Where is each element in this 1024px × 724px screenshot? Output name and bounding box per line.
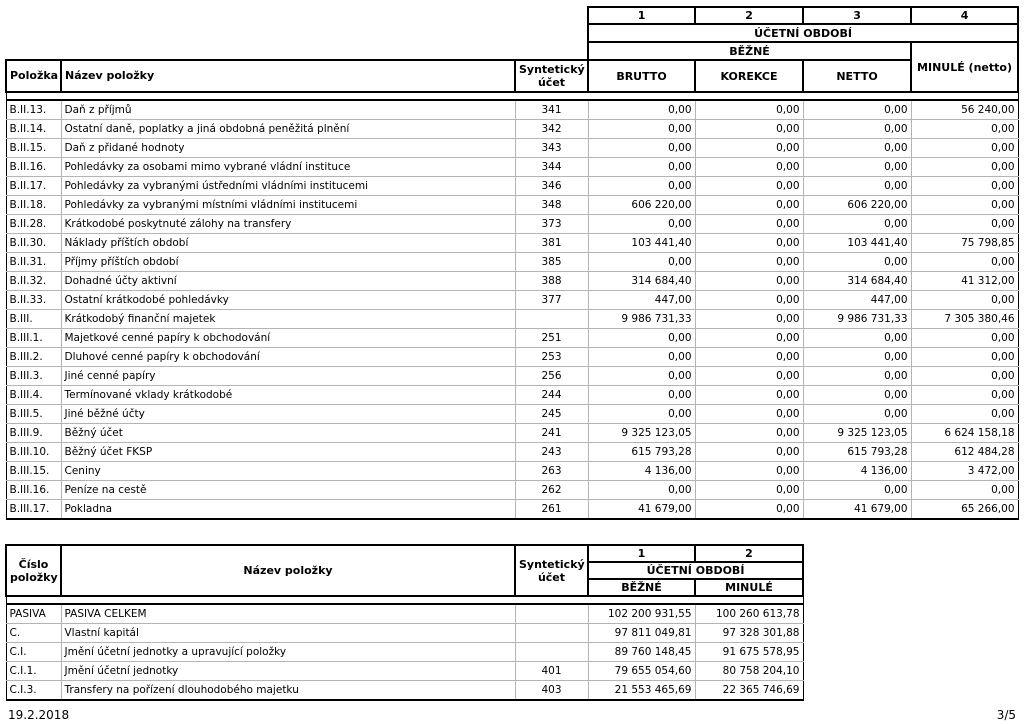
current-cell: 97 811 049,81 xyxy=(588,624,695,643)
name-cell: Pohledávky za vybranými ústředními vládními institucemi xyxy=(61,177,515,196)
table-row xyxy=(6,253,1018,272)
name-cell: Krátkodobé poskytnuté zálohy na transfery xyxy=(61,215,515,234)
col-number-2: 2 xyxy=(695,7,803,24)
name-cell: Vlastní kapitál xyxy=(61,624,515,643)
account-cell: 385 xyxy=(515,253,588,272)
korekce-cell: 0,00 xyxy=(695,234,803,253)
korekce-cell: 0,00 xyxy=(695,405,803,424)
brutto-cell: 0,00 xyxy=(588,348,695,367)
netto-cell: 606 220,00 xyxy=(803,196,911,215)
brutto-cell: 0,00 xyxy=(588,139,695,158)
table-row xyxy=(6,424,1018,443)
table-row xyxy=(6,272,1018,291)
account-cell: 261 xyxy=(515,500,588,520)
previous-cell: 6 624 158,18 xyxy=(911,424,1018,443)
netto-cell: 0,00 xyxy=(803,253,911,272)
korekce-cell: 0,00 xyxy=(695,443,803,462)
item-cell: B.III.1. xyxy=(6,329,61,348)
period-header-2: ÚČETNÍ OBDOBÍ xyxy=(588,562,803,579)
footer-date: 19.2.2018 xyxy=(8,708,70,722)
table-row xyxy=(6,215,1018,234)
previous-cell: 91 675 578,95 xyxy=(695,643,803,662)
item-cell: C.I. xyxy=(6,643,61,662)
item-cell: B.III.3. xyxy=(6,367,61,386)
item-cell: B.II.15. xyxy=(6,139,61,158)
account-cell: 251 xyxy=(515,329,588,348)
previous-cell: 0,00 xyxy=(911,291,1018,310)
korekce-cell: 0,00 xyxy=(695,100,803,120)
account-cell: 401 xyxy=(515,662,588,681)
item-cell: B.II.18. xyxy=(6,196,61,215)
table-row xyxy=(6,481,1018,500)
account-cell: 253 xyxy=(515,348,588,367)
item-cell: B.III.5. xyxy=(6,405,61,424)
previous-cell: 0,00 xyxy=(911,386,1018,405)
item-cell: B.II.28. xyxy=(6,215,61,234)
previous-cell: 0,00 xyxy=(911,177,1018,196)
name-cell: PASIVA CELKEM xyxy=(61,604,515,624)
account-column-header-2: Syntetický účet xyxy=(515,545,588,596)
account-column-header: Syntetický účet xyxy=(515,60,588,92)
korekce-cell: 0,00 xyxy=(695,329,803,348)
current-header-2: BĚŽNÉ xyxy=(588,579,695,596)
item-cell: B.III.17. xyxy=(6,500,61,520)
korekce-cell: 0,00 xyxy=(695,310,803,329)
previous-cell: 7 305 380,46 xyxy=(911,310,1018,329)
korekce-cell: 0,00 xyxy=(695,500,803,520)
netto-cell: 0,00 xyxy=(803,100,911,120)
korekce-cell: 0,00 xyxy=(695,481,803,500)
brutto-cell: 4 136,00 xyxy=(588,462,695,481)
brutto-cell: 0,00 xyxy=(588,120,695,139)
netto-cell: 4 136,00 xyxy=(803,462,911,481)
item-cell: C.I.3. xyxy=(6,681,61,701)
name-cell: Jiné cenné papíry xyxy=(61,367,515,386)
current-period-header: BĚŽNÉ xyxy=(588,42,911,60)
table-row xyxy=(6,139,1018,158)
item-cell: B.III.16. xyxy=(6,481,61,500)
previous-cell: 3 472,00 xyxy=(911,462,1018,481)
previous-cell: 0,00 xyxy=(911,405,1018,424)
name-cell: Transfery na pořízení dlouhodobého majetku xyxy=(61,681,515,701)
item-cell: B.II.30. xyxy=(6,234,61,253)
liabilities-table-header xyxy=(6,545,803,604)
item-cell: C. xyxy=(6,624,61,643)
brutto-cell: 314 684,40 xyxy=(588,272,695,291)
previous-cell: 0,00 xyxy=(911,348,1018,367)
item-cell: B.III.2. xyxy=(6,348,61,367)
name-cell: Termínované vklady krátkodobé xyxy=(61,386,515,405)
col-number-2b: 2 xyxy=(695,545,803,562)
item-cell: B.III.10. xyxy=(6,443,61,462)
account-cell xyxy=(515,643,588,662)
netto-cell: 0,00 xyxy=(803,348,911,367)
netto-cell: 0,00 xyxy=(803,481,911,500)
previous-cell: 0,00 xyxy=(911,367,1018,386)
account-cell: 341 xyxy=(515,100,588,120)
name-cell: Daň z příjmů xyxy=(61,100,515,120)
liabilities-table xyxy=(5,544,804,701)
previous-cell: 0,00 xyxy=(911,481,1018,500)
period-header: ÚČETNÍ OBDOBÍ xyxy=(588,24,1018,42)
account-cell: 344 xyxy=(515,158,588,177)
account-cell xyxy=(515,624,588,643)
item-cell: B.II.17. xyxy=(6,177,61,196)
account-cell: 262 xyxy=(515,481,588,500)
korekce-cell: 0,00 xyxy=(695,196,803,215)
korekce-cell: 0,00 xyxy=(695,291,803,310)
item-column-header: Položka xyxy=(6,60,61,92)
account-cell: 243 xyxy=(515,443,588,462)
col-number-1: 1 xyxy=(588,7,695,24)
previous-cell: 97 328 301,88 xyxy=(695,624,803,643)
netto-cell: 615 793,28 xyxy=(803,443,911,462)
liabilities-table-body xyxy=(6,604,803,700)
previous-cell: 100 260 613,78 xyxy=(695,604,803,624)
account-cell: 346 xyxy=(515,177,588,196)
korekce-cell: 0,00 xyxy=(695,348,803,367)
previous-cell: 80 758 204,10 xyxy=(695,662,803,681)
netto-cell: 447,00 xyxy=(803,291,911,310)
account-cell: 256 xyxy=(515,367,588,386)
account-cell: 403 xyxy=(515,681,588,701)
netto-cell: 0,00 xyxy=(803,386,911,405)
current-cell: 79 655 054,60 xyxy=(588,662,695,681)
item-cell: B.II.32. xyxy=(6,272,61,291)
brutto-cell: 0,00 xyxy=(588,405,695,424)
brutto-cell: 103 441,40 xyxy=(588,234,695,253)
korekce-cell: 0,00 xyxy=(695,367,803,386)
item-cell: B.II.13. xyxy=(6,100,61,120)
previous-cell: 0,00 xyxy=(911,158,1018,177)
brutto-cell: 41 679,00 xyxy=(588,500,695,520)
name-cell: Krátkodobý finanční majetek xyxy=(61,310,515,329)
table-row xyxy=(6,158,1018,177)
account-cell: 381 xyxy=(515,234,588,253)
brutto-column-header: BRUTTO xyxy=(588,60,695,92)
account-cell: 244 xyxy=(515,386,588,405)
account-cell: 373 xyxy=(515,215,588,234)
previous-cell: 0,00 xyxy=(911,215,1018,234)
netto-cell: 103 441,40 xyxy=(803,234,911,253)
assets-table xyxy=(5,6,1019,520)
previous-cell: 0,00 xyxy=(911,253,1018,272)
item-cell: B.II.33. xyxy=(6,291,61,310)
account-cell xyxy=(515,310,588,329)
brutto-cell: 0,00 xyxy=(588,386,695,405)
name-cell: Příjmy příštích období xyxy=(61,253,515,272)
table-row xyxy=(6,367,1018,386)
netto-cell: 0,00 xyxy=(803,367,911,386)
korekce-cell: 0,00 xyxy=(695,462,803,481)
korekce-cell: 0,00 xyxy=(695,424,803,443)
table-row xyxy=(6,177,1018,196)
previous-cell: 0,00 xyxy=(911,120,1018,139)
account-cell: 342 xyxy=(515,120,588,139)
korekce-cell: 0,00 xyxy=(695,177,803,196)
current-cell: 21 553 465,69 xyxy=(588,681,695,701)
brutto-cell: 0,00 xyxy=(588,367,695,386)
brutto-cell: 615 793,28 xyxy=(588,443,695,462)
netto-cell: 0,00 xyxy=(803,120,911,139)
korekce-column-header: KOREKCE xyxy=(695,60,803,92)
korekce-cell: 0,00 xyxy=(695,120,803,139)
item-cell: B.III.9. xyxy=(6,424,61,443)
item-cell: C.I.1. xyxy=(6,662,61,681)
table-row xyxy=(6,604,803,624)
account-cell: 348 xyxy=(515,196,588,215)
previous-cell: 75 798,85 xyxy=(911,234,1018,253)
col-number-1b: 1 xyxy=(588,545,695,562)
name-cell: Běžný účet FKSP xyxy=(61,443,515,462)
name-cell: Pokladna xyxy=(61,500,515,520)
korekce-cell: 0,00 xyxy=(695,272,803,291)
korekce-cell: 0,00 xyxy=(695,253,803,272)
item-cell: B.III.4. xyxy=(6,386,61,405)
table-row xyxy=(6,348,1018,367)
brutto-cell: 606 220,00 xyxy=(588,196,695,215)
name-cell: Náklady příštích období xyxy=(61,234,515,253)
account-cell: 343 xyxy=(515,139,588,158)
previous-cell: 0,00 xyxy=(911,139,1018,158)
table-row xyxy=(6,120,1018,139)
korekce-cell: 0,00 xyxy=(695,158,803,177)
table-row xyxy=(6,643,803,662)
name-cell: Peníze na cestě xyxy=(61,481,515,500)
brutto-cell: 447,00 xyxy=(588,291,695,310)
previous-cell: 56 240,00 xyxy=(911,100,1018,120)
account-cell: 263 xyxy=(515,462,588,481)
table-row xyxy=(6,386,1018,405)
name-cell: Jiné běžné účty xyxy=(61,405,515,424)
account-cell xyxy=(515,604,588,624)
item-cell: B.III.15. xyxy=(6,462,61,481)
header-blank xyxy=(6,7,588,60)
item-cell: B.II.31. xyxy=(6,253,61,272)
brutto-cell: 0,00 xyxy=(588,100,695,120)
assets-table-header xyxy=(6,7,1018,100)
table-row xyxy=(6,500,1018,520)
name-cell: Jmění účetní jednotky a upravující položky xyxy=(61,643,515,662)
netto-cell: 0,00 xyxy=(803,177,911,196)
account-cell: 388 xyxy=(515,272,588,291)
brutto-cell: 0,00 xyxy=(588,329,695,348)
assets-table-body xyxy=(6,100,1018,519)
col-number-4: 4 xyxy=(911,7,1018,24)
name-cell: Běžný účet xyxy=(61,424,515,443)
brutto-cell: 0,00 xyxy=(588,215,695,234)
previous-cell: 0,00 xyxy=(911,196,1018,215)
netto-cell: 41 679,00 xyxy=(803,500,911,520)
table-row xyxy=(6,310,1018,329)
table-row xyxy=(6,624,803,643)
name-cell: Daň z přidané hodnoty xyxy=(61,139,515,158)
item-cell: B.II.14. xyxy=(6,120,61,139)
korekce-cell: 0,00 xyxy=(695,386,803,405)
page-number: 3/5 xyxy=(996,708,1016,722)
col-number-3: 3 xyxy=(803,7,911,24)
previous-cell: 0,00 xyxy=(911,329,1018,348)
table-row xyxy=(6,291,1018,310)
name-cell: Majetkové cenné papíry k obchodování xyxy=(61,329,515,348)
netto-cell: 314 684,40 xyxy=(803,272,911,291)
previous-cell: 612 484,28 xyxy=(911,443,1018,462)
name-column-header: Název položky xyxy=(61,60,515,92)
name-cell: Pohledávky za vybranými místními vládními institucemi xyxy=(61,196,515,215)
name-cell: Ceniny xyxy=(61,462,515,481)
brutto-cell: 9 986 731,33 xyxy=(588,310,695,329)
table-row xyxy=(6,443,1018,462)
item-cell: B.II.16. xyxy=(6,158,61,177)
brutto-cell: 0,00 xyxy=(588,481,695,500)
table-row xyxy=(6,462,1018,481)
brutto-cell: 0,00 xyxy=(588,253,695,272)
netto-cell: 0,00 xyxy=(803,329,911,348)
korekce-cell: 0,00 xyxy=(695,215,803,234)
table-row xyxy=(6,100,1018,120)
table-row xyxy=(6,234,1018,253)
name-cell: Ostatní krátkodobé pohledávky xyxy=(61,291,515,310)
name-column-header-2: Název položky xyxy=(61,545,515,596)
table-row xyxy=(6,405,1018,424)
brutto-cell: 9 325 123,05 xyxy=(588,424,695,443)
name-cell: Dluhové cenné papíry k obchodování xyxy=(61,348,515,367)
netto-cell: 0,00 xyxy=(803,215,911,234)
item-cell: B.III. xyxy=(6,310,61,329)
netto-cell: 0,00 xyxy=(803,405,911,424)
previous-cell: 22 365 746,69 xyxy=(695,681,803,701)
netto-cell: 0,00 xyxy=(803,158,911,177)
table-row xyxy=(6,662,803,681)
brutto-cell: 0,00 xyxy=(588,158,695,177)
previous-cell: 41 312,00 xyxy=(911,272,1018,291)
netto-cell: 9 986 731,33 xyxy=(803,310,911,329)
name-cell: Ostatní daně, poplatky a jiná obdobná peněžitá plnění xyxy=(61,120,515,139)
previous-header-2: MINULÉ xyxy=(695,579,803,596)
name-cell: Jmění účetní jednotky xyxy=(61,662,515,681)
korekce-cell: 0,00 xyxy=(695,139,803,158)
item-cell: PASIVA xyxy=(6,604,61,624)
item-number-column-header: Číslo položky xyxy=(6,545,61,596)
current-cell: 89 760 148,45 xyxy=(588,643,695,662)
account-cell: 241 xyxy=(515,424,588,443)
netto-cell: 0,00 xyxy=(803,139,911,158)
previous-period-header: MINULÉ (netto) xyxy=(911,42,1018,92)
brutto-cell: 0,00 xyxy=(588,177,695,196)
table-row xyxy=(6,681,803,701)
table-row xyxy=(6,329,1018,348)
netto-cell: 9 325 123,05 xyxy=(803,424,911,443)
table-row xyxy=(6,196,1018,215)
name-cell: Dohadné účty aktivní xyxy=(61,272,515,291)
name-cell: Pohledávky za osobami mimo vybrané vládní instituce xyxy=(61,158,515,177)
previous-cell: 65 266,00 xyxy=(911,500,1018,520)
account-cell: 245 xyxy=(515,405,588,424)
current-cell: 102 200 931,55 xyxy=(588,604,695,624)
netto-column-header: NETTO xyxy=(803,60,911,92)
account-cell: 377 xyxy=(515,291,588,310)
